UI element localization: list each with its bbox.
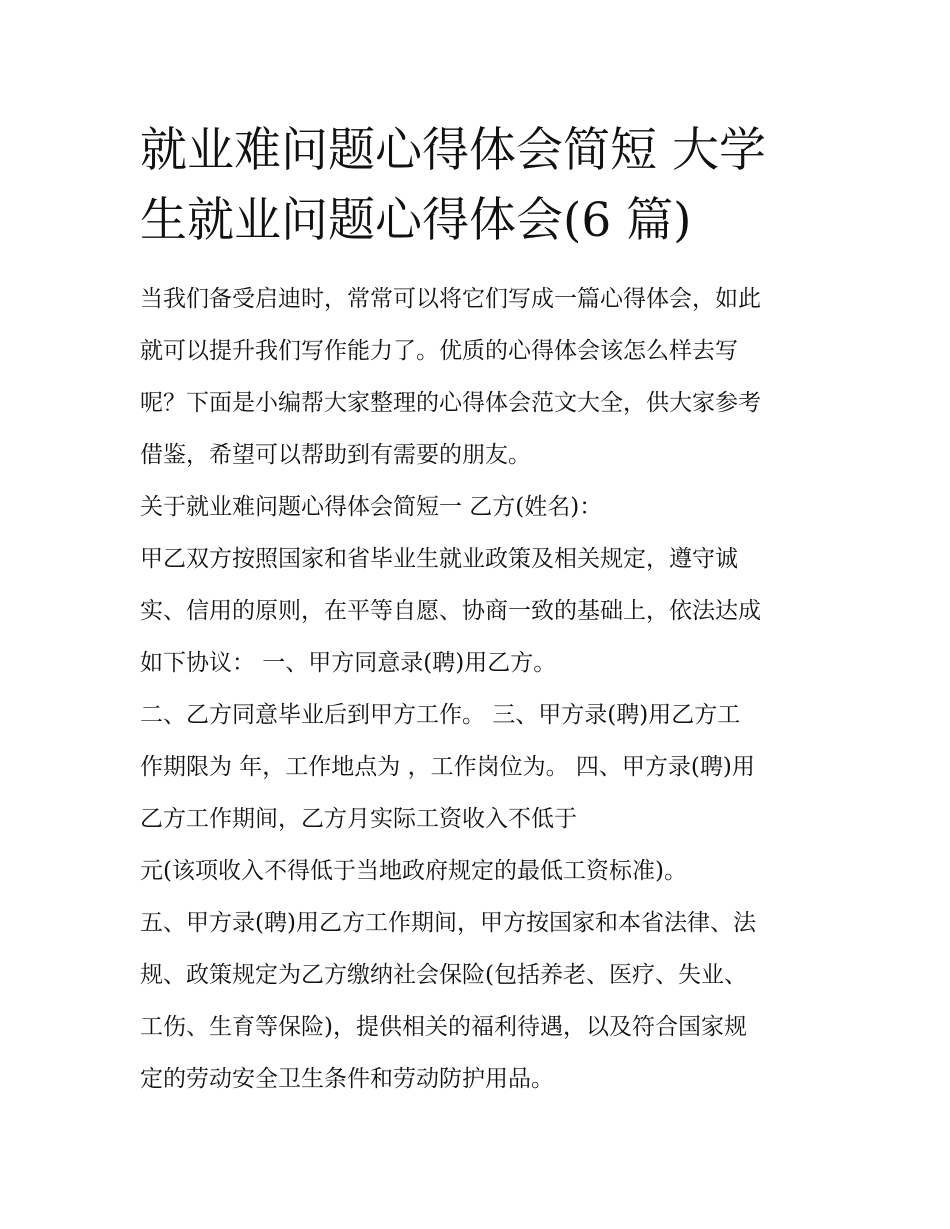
body-line-1: 当我们备受启迪时，常常可以将它们写成一篇心得体会，如此	[140, 286, 761, 312]
body-line-8: 如下协议： 一、甲方同意录(聘)用乙方。	[140, 650, 557, 676]
body-line-3: 呢？下面是小编帮大家整理的心得体会范文大全，供大家参考	[140, 390, 761, 416]
body-line-16: 定的劳动安全卫生条件和劳动防护用品。	[140, 1066, 554, 1092]
body-line-12: 元(该项收入不得低于当地政府规定的最低工资标准)。	[140, 858, 687, 884]
body-line-5: 关于就业难问题心得体会简短一 乙方(姓名)：	[140, 494, 603, 520]
title-line-1: 就业难问题心得体会简短 大学	[140, 123, 766, 178]
title-line-2: 生就业问题心得体会(6 篇)	[140, 193, 692, 248]
document-title	[140, 116, 820, 256]
body-line-13: 五、甲方录(聘)用乙方工作期间，甲方按国家和本省法律、法	[140, 910, 756, 936]
document-body	[140, 273, 830, 1105]
body-line-9: 二、乙方同意毕业后到甲方工作。 三、甲方录(聘)用乙方工	[140, 702, 741, 728]
body-line-11: 乙方工作期间，乙方月实际工资收入不低于	[140, 806, 577, 832]
body-line-7: 实、信用的原则，在平等自愿、协商一致的基础上，依法达成	[140, 598, 761, 624]
body-line-2: 就可以提升我们写作能力了。优质的心得体会该怎么样去写	[140, 338, 738, 364]
body-line-14: 规、政策规定为乙方缴纳社会保险(包括养老、医疗、失业、	[140, 962, 747, 988]
body-line-6: 甲乙双方按照国家和省毕业生就业政策及相关规定，遵守诚	[140, 546, 738, 572]
body-line-10: 作期限为 年，工作地点为 ，工作岗位为。 四、甲方录(聘)用	[140, 754, 755, 780]
body-line-4: 借鉴，希望可以帮助到有需要的朋友。	[140, 442, 531, 468]
body-line-15: 工伤、生育等保险)，提供相关的福利待遇，以及符合国家规	[140, 1014, 747, 1040]
